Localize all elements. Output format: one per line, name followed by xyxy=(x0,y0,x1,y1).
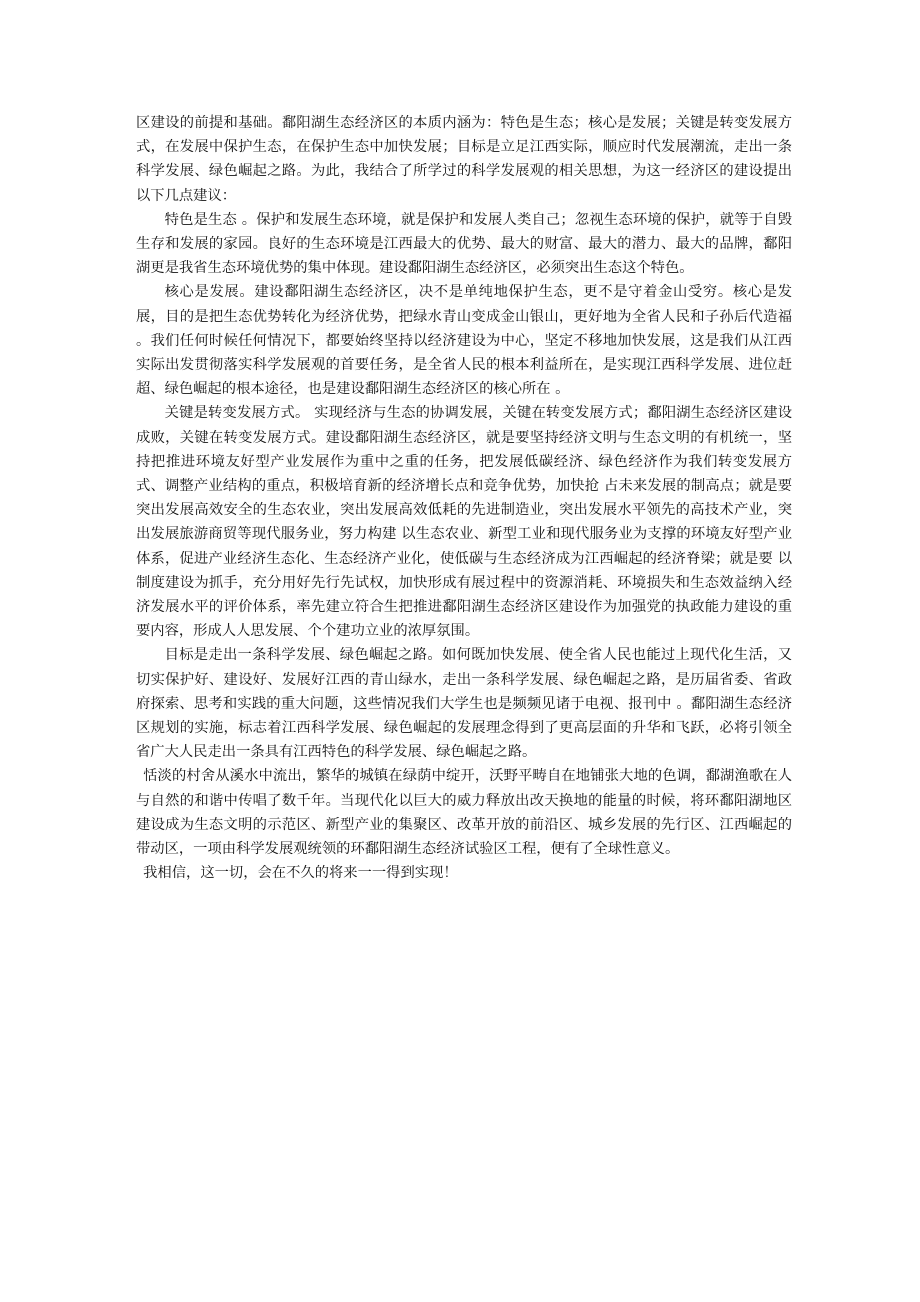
paragraph-transformation: 关键是转变发展方式。 实现经济与生态的协调发展，关键在转变发展方式；鄱阳湖生态经济区建设成败，关键在转变发展方式。建设鄱阳湖生态经济区，就是要坚持经济文明与生态文明的有机统一，坚持把推进环境友好型产业发展作为重中之重的任务，把发展低碳经济、绿色经济作为我们转变发展方式、调整产业结构的重点，积极培育新的经济增长点和竞争优势，加快抢 占未来发展的制高点；就是要突出发展高效安全的生态农业，突出发展高效低耗的先进制造业，突出发展水平领先的高技术产业，突出发展旅游商贸等现代服务业，努力构建 以生态农业、新型工业和现代服务业为支撑的环境友好型产业体系，促进产业经济生态化、生态经济产业化，使低碳与生态经济成为江西崛起的经济脊梁；就是要 以制度建设为抓手，充分用好先行先试权，加快形成有展过程中的资源消耗、环境损失和生态效益纳入经济发展水平的评价体系，率先建立符合生把推进鄱阳湖生态经济区建设作为加强党的执政能力建设的重要内容，形成人人思发展、个个建功立业的浓厚氛围。 xyxy=(136,405,792,640)
paragraph-ecology: 特色是生态 。保护和发展生态环境，就是保护和发展人类自己；忽视生态环境的保护，就等于自毁生存和发展的家园。良好的生态环境是江西最大的优势、最大的财富、最大的潜力、最大的品牌，鄱阳湖更是我省生态环境优势的集中体现。建设鄱阳湖生态经济区，必须突出生态这个特色。 xyxy=(136,211,792,277)
document-body xyxy=(136,111,792,886)
paragraph-development: 核心是发展。建设鄱阳湖生态经济区，决不是单纯地保护生态，更不是守着金山受穷。核心是发展，目的是把生态优势转化为经济优势，把绿水青山变成金山银山，更好地为全省人民和子孙后代造福 。我们任何时候任何情况下，都要始终坚持以经济建设为中心，坚定不移地加快发展，这是我们从江西实际出发贯彻落实科学发展观的首要任务，是全省人民的根本利益所在，是实现江西科学发展、进位赶超、绿色崛起的根本途径，也是建设鄱阳湖生态经济区的核心所在 。 xyxy=(136,284,792,398)
paragraph-intro: 区建设的前提和基础。鄱阳湖生态经济区的本质内涵为：特色是生态；核心是发展；关键是转变发展方式，在发展中保护生态，在保护生态中加快发展；目标是立足江西实际，顺应时代发展潮流，走出一条科学发展、绿色崛起之路。为此，我结合了所学过的科学发展观的相关思想，为这一经济区的建设提出以下几点建议： xyxy=(136,115,792,204)
paragraph-goal: 目标是走出一条科学发展、绿色崛起之路。如何既加快发展、使全省人民也能过上现代化生活，又切实保护好、建设好、发展好江西的青山绿水，走出一条科学发展、绿色崛起之路，是历届省委、省政府探索、思考和实践的重大问题，这些情况我们大学生也是频频见诸于电视、报刊中 。鄱阳湖生态经济区规划的实施，标志着江西科学发展、绿色崛起的发展理念得到了更高层面的升华和飞跃，必将引领全省广大人民走出一条具有江西特色的科学发展、绿色崛起之路。 xyxy=(136,647,792,761)
paragraph-closing: 我相信，这一切，会在不久的将来一一得到实现！ xyxy=(143,865,458,882)
paragraph-vision: 恬淡的村舍从溪水中流出，繁华的城镇在绿荫中绽开，沃野平畴自在地铺张大地的色调，鄱湖渔歌在人与自然的和谐中传唱了数千年。当现代化以巨大的威力释放出改天换地的能量的时候，将环鄱阳湖地区建设成为生态文明的示范区、新型产业的集聚区、改革开放的前沿区、城乡发展的先行区、江西崛起的带动区，一项由科学发展观统领的环鄱阳湖生态经济试验区工程，便有了全球性意义。 xyxy=(136,768,792,858)
